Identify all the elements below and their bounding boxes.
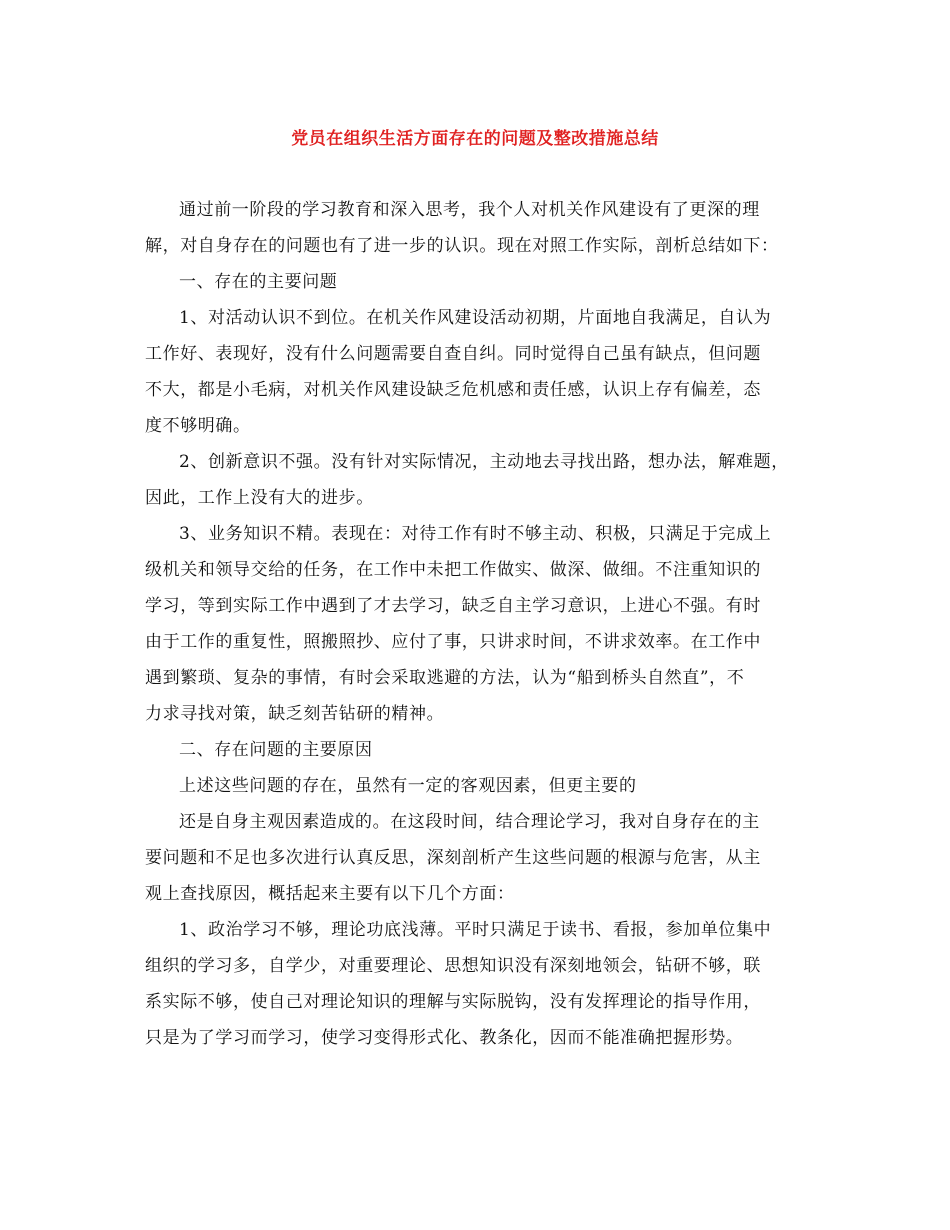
- text-line: 不大，都是小毛病，对机关作风建设缺乏危机感和责任感，认识上存有偏差，态: [145, 380, 761, 400]
- text-line: 要问题和不足也多次进行认真反思，深刻剖析产生这些问题的根源与危害，从主: [145, 848, 761, 868]
- text-line: 1、政治学习不够，理论功底浅薄。平时只满足于读书、看报，参加单位集中: [179, 920, 772, 940]
- section-heading: 二、存在问题的主要原因: [179, 740, 373, 760]
- text-line: 通过前一阶段的学习教育和深入思考，我个人对机关作风建设有了更深的理: [179, 200, 760, 220]
- text-line: 度不够明确。: [145, 416, 251, 436]
- text-line: 学习，等到实际工作中遇到了才去学习，缺乏自主学习意识，上进心不强。有时: [145, 596, 761, 616]
- text-line: 还是自身主观因素造成的。在这段时间，结合理论学习，我对自身存在的主: [179, 812, 760, 832]
- text-line: 由于工作的重复性，照搬照抄、应付了事，只讲求时间，不讲求效率。在工作中: [145, 632, 761, 652]
- text-line: 力求寻找对策，缺乏刻苦钻研的精神。: [145, 704, 445, 724]
- text-line: 工作好、表现好，没有什么问题需要自查自纠。同时觉得自己虽有缺点，但问题: [145, 344, 761, 364]
- section-heading: 一、存在的主要问题: [179, 272, 338, 292]
- text-line: 1、对活动认识不到位。在机关作风建设活动初期，片面地自我满足，自认为: [179, 308, 772, 328]
- text-line: 解，对自身存在的问题也有了进一步的认识。现在对照工作实际，剖析总结如下：: [145, 236, 779, 256]
- document-title: 党员在组织生活方面存在的问题及整改措施总结: [291, 129, 659, 149]
- text-line: 2、创新意识不强。没有针对实际情况，主动地去寻找出路，想办法，解难题，: [179, 452, 789, 472]
- text-line: 级机关和领导交给的任务，在工作中未把工作做实、做深、做细。不注重知识的: [145, 560, 761, 580]
- text-line: 上述这些问题的存在，虽然有一定的客观因素，但更主要的: [179, 776, 637, 796]
- text-line: 遇到繁琐、复杂的事情，有时会采取逃避的方法，认为“船到桥头自然直”，不: [145, 668, 745, 688]
- text-line: 组织的学习多，自学少，对重要理论、思想知识没有深刻地领会，钻研不够，联: [145, 956, 761, 976]
- text-line: 观上查找原因，概括起来主要有以下几个方面：: [145, 884, 515, 904]
- text-line: 3、业务知识不精。表现在：对待工作有时不够主动、积极，只满足于完成上: [179, 524, 772, 544]
- text-line: 只是为了学习而学习，使学习变得形式化、教条化，因而不能准确把握形势。: [145, 1028, 744, 1048]
- text-line: 系实际不够，使自己对理论知识的理解与实际脱钩，没有发挥理论的指导作用，: [145, 992, 761, 1012]
- text-line: 因此，工作上没有大的进步。: [145, 488, 374, 508]
